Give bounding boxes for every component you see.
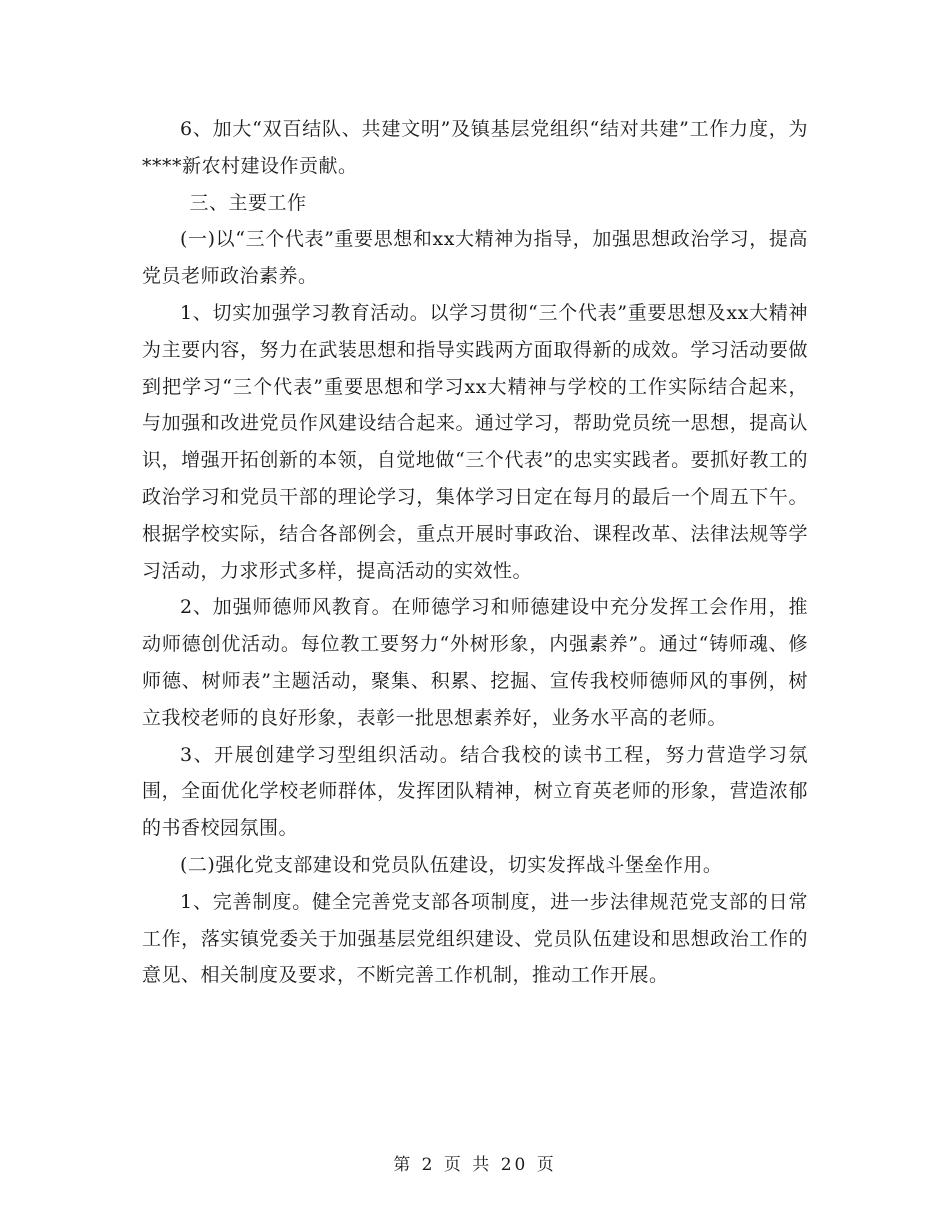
subsection-heading-2: (二)强化党支部建设和党员队伍建设，切实发挥战斗堡垒作用。 bbox=[180, 853, 723, 876]
paragraph-study-education: 1、切实加强学习教育活动。以学习贯彻“三个代表”重要思想及xx大精神为主要内容，努力在武装思想和指导实践两方面取得新的成效。学习活动要做到把学习“三个代表”重要思想和学习xx大精神与学校的工作实际结合起来，与加强和改进党员作风建设结合起来。通过学习，帮助党员统一思想，提高认识，增强开拓创新的本领，自觉地做“三个代表”的忠实实践者。要抓好教工的政治学习和党员干部的理论学习，集体学习日定在每月的最后一个周五下午。根据学校实际，结合各部例会，重点开展时事政治、课程改革、法律法规等学习活动，力求形式多样，提高活动的实效性。 bbox=[142, 301, 808, 582]
paragraph-teacher-ethics: 2、加强师德师风教育。在师德学习和师德建设中充分发挥工会作用，推动师德创优活动。每位教工要努力“外树形象，内强素养”。通过“铸师魂、修师德、树师表”主题活动，聚集、积累、挖掘、宣传我校师德师风的事例，树立我校老师的良好形象，表彰一批思想素养好，业务水平高的老师。 bbox=[142, 596, 808, 729]
page-number-footer: 第 2 页 共 20 页 bbox=[393, 1155, 557, 1175]
section-heading-main-work: 三、主要工作 bbox=[189, 191, 307, 214]
document-body bbox=[142, 111, 808, 994]
paragraph-item-6: 6、加大“双百结队、共建文明”及镇基层党组织“结对共建”工作力度，为****新农村建设作贡献。 bbox=[142, 118, 808, 177]
paragraph-learning-organization: 3、开展创建学习型组织活动。结合我校的读书工程，努力营造学习氛围，全面优化学校老师群体，发挥团队精神，树立育英老师的形象，营造浓郁的书香校园氛围。 bbox=[142, 743, 808, 840]
paragraph-improve-system: 1、完善制度。健全完善党支部各项制度，进一步法律规范党支部的日常工作，落实镇党委关于加强基层党组织建设、党员队伍建设和思想政治工作的意见、相关制度及要求，不断完善工作机制，推动工作开展。 bbox=[142, 890, 808, 987]
subsection-heading-1: (一)以“三个代表”重要思想和xx大精神为指导，加强思想政治学习，提高党员老师政治素养。 bbox=[142, 228, 808, 288]
